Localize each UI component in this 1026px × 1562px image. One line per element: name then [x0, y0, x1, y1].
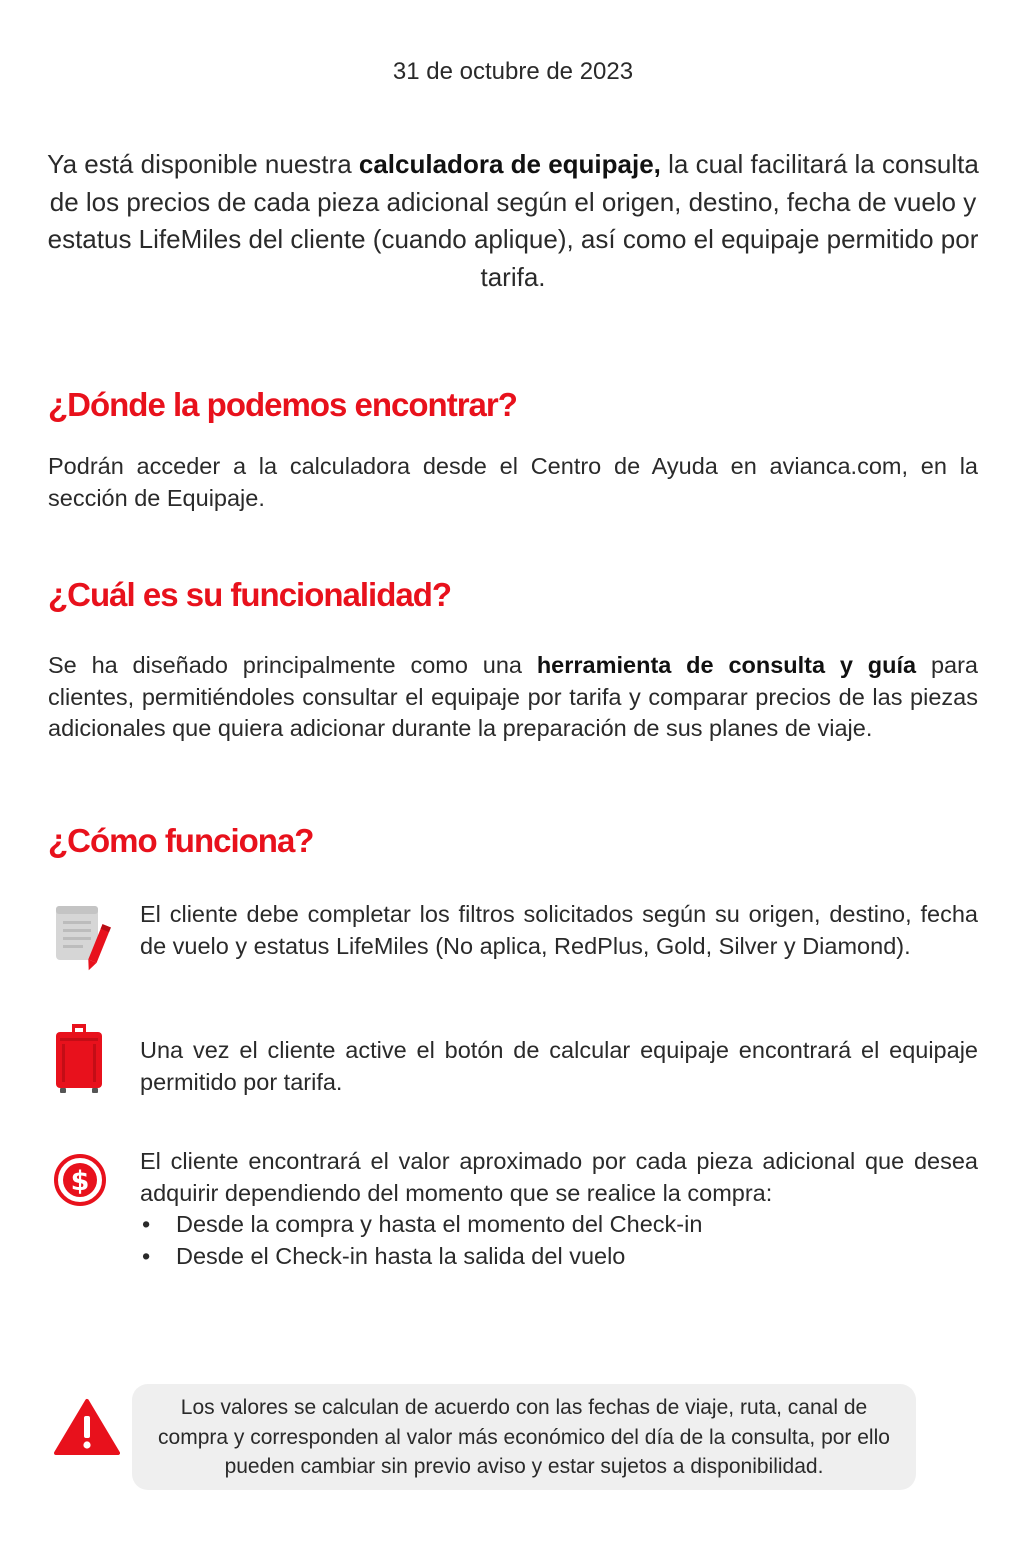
suitcase-icon: [52, 1022, 112, 1090]
intro-paragraph: [44, 146, 982, 296]
notice-box: [132, 1384, 916, 1490]
notice-text: Los valores se calculan de acuerdo con las fechas de viaje, ruta, canal de compra y corresponden al valor más económico del día de la consulta, por ello pueden cambiar sin previo aviso y estar sujetos a disponibilidad.: [158, 1396, 890, 1478]
step-3-block: [140, 1146, 978, 1272]
step-3-text: El cliente encontrará el valor aproximado por cada pieza adicional que desea adquirir dependiendo del momento que se realice la compra:: [140, 1148, 978, 1206]
functionality-text-end: para clientes, permitiéndoles consultar el equipaje por tarifa y comparar precios de las piezas adicionales que quiera adicionar durante la preparación de sus planes de viaje.: [48, 652, 978, 741]
document-date: 31 de octubre de 2023: [392, 58, 634, 85]
bullet-item: • Desde la compra y hasta el momento del Check-in: [140, 1209, 978, 1241]
intro-text-end: la cual facilitará la consulta de los precios de cada pieza adicional según el origen, destino, fecha de vuelo y estatus LifeMiles del cliente (cuando aplique), así como el equipaje permitido por tarifa.: [47, 149, 979, 292]
heading-functionality: ¿Cuál es su funcionalidad?: [48, 576, 452, 613]
warning-icon: [54, 1398, 120, 1456]
heading-where: ¿Dónde la podemos encontrar?: [48, 386, 517, 423]
bullet-item: • Desde el Check-in hasta la salida del vuelo: [140, 1241, 978, 1273]
intro-text-start: Ya está disponible nuestra: [47, 149, 359, 179]
heading-how: ¿Cómo funciona?: [48, 822, 314, 859]
functionality-bold-text: herramienta de consulta y guía: [536, 652, 917, 678]
functionality-text-start: Se ha diseñado principalmente como una: [48, 652, 537, 678]
form-pencil-icon: [52, 902, 112, 970]
intro-bold-text: calculadora de equipaje,: [358, 149, 661, 179]
dollar-coin-icon: [52, 1148, 112, 1216]
step-1-text: El cliente debe completar los filtros solicitados según su origen, destino, fecha de vuelo y estatus LifeMiles (No aplica, RedPlus, Gold, Silver y Diamond).: [140, 901, 978, 959]
svg-text:$: $: [70, 1166, 90, 1197]
paragraph-functionality: [48, 650, 978, 745]
step-3-bullet-list: [140, 1209, 978, 1272]
step-2-text: Una vez el cliente active el botón de calcular equipaje encontrará el equipaje permitido por tarifa.: [140, 1037, 978, 1095]
paragraph-where: Podrán acceder a la calculadora desde el Centro de Ayuda en avianca.com, en la sección de Equipaje.: [48, 453, 978, 511]
